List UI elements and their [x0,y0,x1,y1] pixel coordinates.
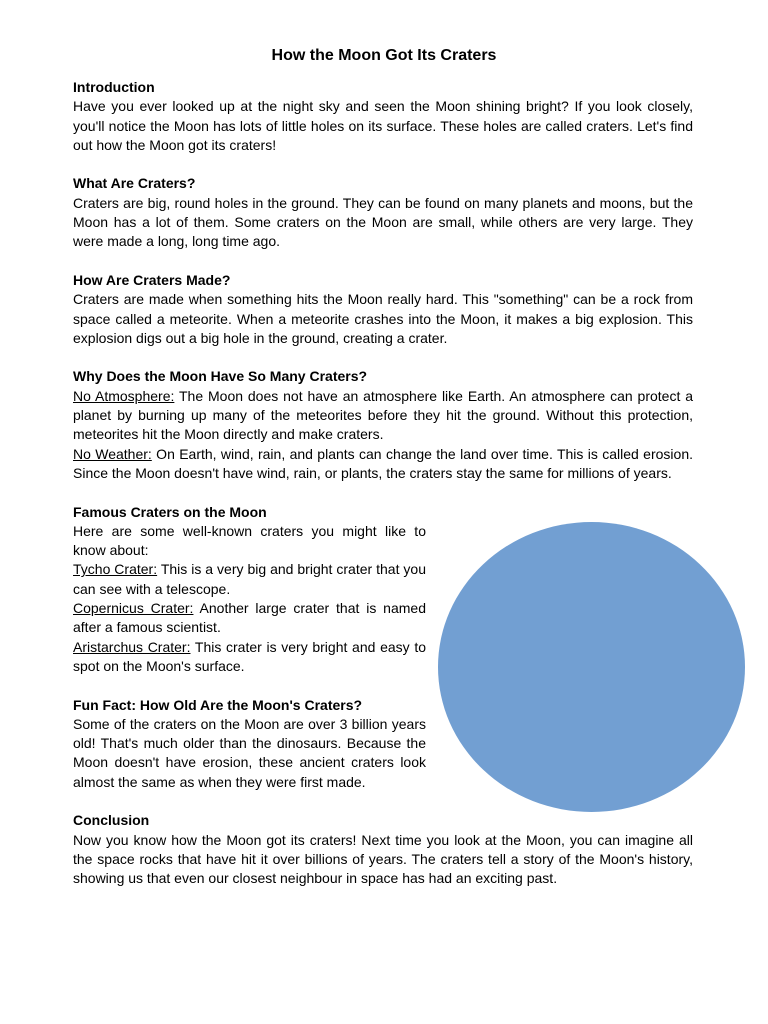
section-conclusion [73,811,693,888]
section-how-craters-made [73,271,693,348]
reason-text: On Earth, wind, rain, and plants can change the land over time. This is called erosion. Since the Moon doesn't have wind, rain, or plants, the craters stay the same for millions of years. [73,445,693,481]
reason-paragraph [73,387,693,445]
crater-label: Tycho Crater: [73,561,158,578]
section-why-so-many [73,367,693,483]
section-heading: Introduction [73,79,155,95]
section-heading: Conclusion [73,812,150,829]
section-heading: How Are Craters Made? [73,271,231,288]
section-what-are-craters [73,174,693,251]
section-paragraph: Now you know how the Moon got its craters! Next time you look at the Moon, you can imagine all the space rocks that have hit it over billions of years. The craters tell a story of the Moon's history, showing us that even our closest neighbour in space has had an exciting past. [73,831,693,887]
section-paragraph: Have you ever looked up at the night sky and seen the Moon shining bright? If you look closely, you'll notice the Moon has lots of little holes on its surface. These holes are called craters. Let's find out how the Moon got its craters! [73,98,693,153]
section-paragraph: Craters are big, round holes in the ground. They can be found on many planets and moons, but the Moon has a lot of them. Some craters on the Moon are small, while others are very large. They were made a long, long time ago. [73,194,693,250]
reason-paragraph [73,445,693,484]
section-heading: What Are Craters? [73,175,196,192]
crater-text: Another large crater that is named after a famous scientist. [73,600,426,636]
section-famous-craters [73,503,426,677]
crater-paragraph [73,638,426,677]
section-heading: Famous Craters on the Moon [73,503,267,520]
document-title: How the Moon Got Its Craters [271,47,497,64]
crater-paragraph [73,599,426,638]
crater-paragraph [73,560,426,599]
crater-label: Aristarchus Crater: [73,638,191,655]
section-heading: Fun Fact: How Old Are the Moon's Craters? [73,696,363,713]
reason-label: No Atmosphere: [73,387,175,404]
section-paragraph: Some of the craters on the Moon are over 3 billion years old! That's much older than the dinosaurs. Because the Moon doesn't have erosion, these ancient craters look almost the same as when they were first made. [73,715,426,790]
crater-text: This crater is very bright and easy to spot on the Moon's surface. [73,638,426,674]
section-paragraph: Craters are made when something hits the Moon really hard. This "something" can be a rock from space called a meteorite. When a meteorite crashes into the Moon, it makes a big explosion. This explosion digs out a big hole in the ground, creating a crater. [73,291,693,346]
reason-text: The Moon does not have an atmosphere like Earth. An atmosphere can protect a planet by burning up many of the meteorites before they hit the ground. Without this protection, meteorites hit the Moon directly and make craters. [73,387,693,443]
section-paragraph: Here are some well-known craters you might like to know about: [73,522,426,559]
crater-text: This is a very big and bright crater that you can see with a telescope. [73,561,426,597]
reason-label: No Weather: [73,445,152,462]
section-heading: Why Does the Moon Have So Many Craters? [73,368,368,385]
moon-illustration [438,522,745,812]
section-introduction [73,78,693,155]
section-fun-fact [73,696,426,792]
crater-label: Copernicus Crater: [73,600,194,617]
